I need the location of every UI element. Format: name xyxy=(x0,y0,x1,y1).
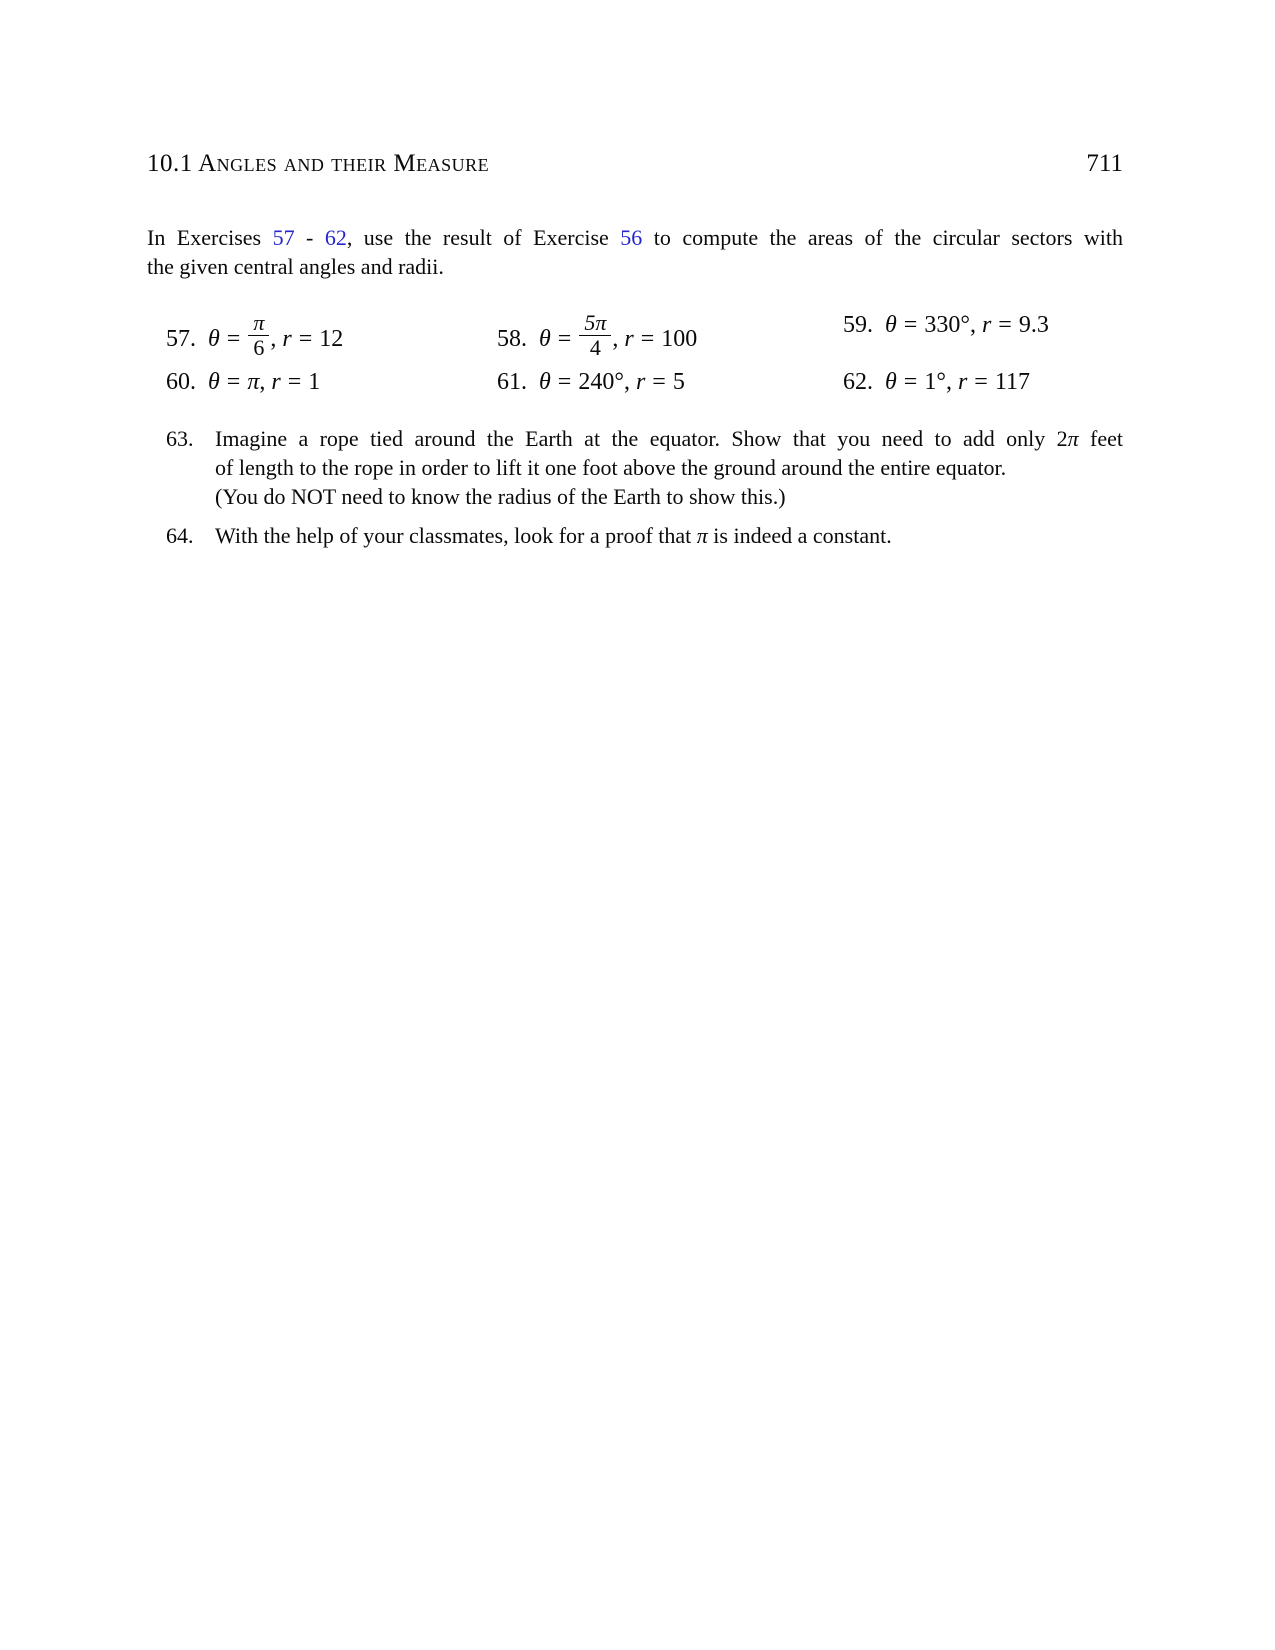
text-run: 240° xyxy=(578,369,624,395)
intro-text-post: to compute the areas of the circular sectors with xyxy=(642,225,1123,250)
math-variable: π xyxy=(696,523,708,548)
fraction-denominator: 6 xyxy=(248,335,269,360)
text-run: 9.3 xyxy=(1018,312,1049,338)
text-run: 1 xyxy=(308,369,321,395)
intro-line-2: the given central angles and radii. xyxy=(147,254,444,279)
math-variable: θ xyxy=(208,326,220,352)
text-run: , xyxy=(259,369,272,395)
fraction-numerator: π xyxy=(253,310,265,335)
text-run: feet xyxy=(1078,426,1123,451)
exercise-number: 61. xyxy=(497,369,527,395)
exercise-number: 62. xyxy=(843,369,873,395)
math-operator: = xyxy=(557,369,572,395)
text-run: Imagine a rope tied around the Earth at the equator. Show that you need to add only 2 xyxy=(215,426,1068,451)
text-run: , xyxy=(969,312,982,338)
exercise-item-61 xyxy=(497,368,685,397)
math-operator: = xyxy=(652,369,666,395)
math-variable: θ xyxy=(539,326,551,352)
math-fraction xyxy=(579,311,611,360)
text-run: 12 xyxy=(319,326,344,352)
text-run: , xyxy=(612,326,625,352)
section-title: 10.1 Angles and their Measure xyxy=(147,150,490,177)
link-exercise-62[interactable]: 62 xyxy=(324,225,347,250)
math-operator: = xyxy=(557,326,572,352)
exercise-64-line xyxy=(215,521,1123,550)
exercise-63-number: 63. xyxy=(166,426,194,451)
math-variable: θ xyxy=(885,312,897,338)
math-operator: = xyxy=(998,312,1012,338)
math-variable: π xyxy=(247,369,260,395)
exercise-item-58 xyxy=(497,311,697,360)
math-variable: r xyxy=(981,312,992,338)
text-run: 1° xyxy=(924,369,946,395)
text-run: , xyxy=(623,369,636,395)
text-run: (You do NOT need to know the radius of the Earth to show this.) xyxy=(215,484,786,509)
math-operator: = xyxy=(226,326,241,352)
intro-paragraph xyxy=(147,223,1123,281)
math-variable: r xyxy=(635,369,646,395)
math-variable: π xyxy=(1067,426,1079,451)
text-run: 330° xyxy=(924,312,970,338)
intro-text-mid: , use the result of Exercise xyxy=(346,225,621,250)
text-run: With the help of your classmates, look for a proof that xyxy=(215,523,697,548)
text-run: , xyxy=(945,369,958,395)
exercise-64-number: 64. xyxy=(166,523,194,548)
exercise-64-text xyxy=(215,521,1123,550)
paragraph-line-1 xyxy=(215,424,1123,453)
math-variable: θ xyxy=(885,369,897,395)
exercise-item-60 xyxy=(166,368,320,397)
exercise-number: 58. xyxy=(497,326,527,352)
math-variable: r xyxy=(282,326,292,352)
page-number: 711 xyxy=(1086,150,1123,177)
text-run: 5 xyxy=(672,369,685,395)
math-variable: r xyxy=(957,369,968,395)
exercise-number: 59. xyxy=(843,312,873,338)
math-operator: = xyxy=(903,312,918,338)
math-variable: r xyxy=(271,369,281,395)
fraction-denominator: 4 xyxy=(579,335,611,360)
exercise-63-text xyxy=(215,424,1123,511)
math-variable: r xyxy=(624,326,634,352)
text-run: , xyxy=(270,326,283,352)
fraction-numerator: 5π xyxy=(584,310,607,335)
intro-line-1 xyxy=(147,223,1123,252)
exercise-item-59 xyxy=(843,311,1049,340)
text-run: is indeed a constant. xyxy=(707,523,892,548)
math-operator: = xyxy=(226,369,241,395)
math-operator: = xyxy=(903,369,918,395)
intro-text-pre: In Exercises xyxy=(147,225,273,250)
paragraph-line-2 xyxy=(215,453,1123,482)
math-operator: = xyxy=(287,369,302,395)
math-fraction xyxy=(248,311,269,360)
text-run: 100 xyxy=(661,326,698,352)
math-variable: θ xyxy=(539,369,551,395)
paragraph-line-3 xyxy=(215,482,1123,511)
text-run: of length to the rope in order to lift it one foot above the ground around the entire equator. xyxy=(215,455,1007,480)
exercise-item-62 xyxy=(843,368,1030,397)
exercise-number: 60. xyxy=(166,369,196,395)
page-header xyxy=(147,151,1123,179)
link-exercise-57[interactable]: 57 xyxy=(272,225,295,250)
math-operator: = xyxy=(298,326,313,352)
link-exercise-56[interactable]: 56 xyxy=(620,225,643,250)
exercise-item-57 xyxy=(166,311,343,360)
exercise-number: 57. xyxy=(166,326,196,352)
math-operator: = xyxy=(640,326,655,352)
math-operator: = xyxy=(974,369,988,395)
math-variable: θ xyxy=(208,369,220,395)
intro-range-dash: - xyxy=(294,225,325,250)
text-run: 117 xyxy=(994,369,1030,395)
